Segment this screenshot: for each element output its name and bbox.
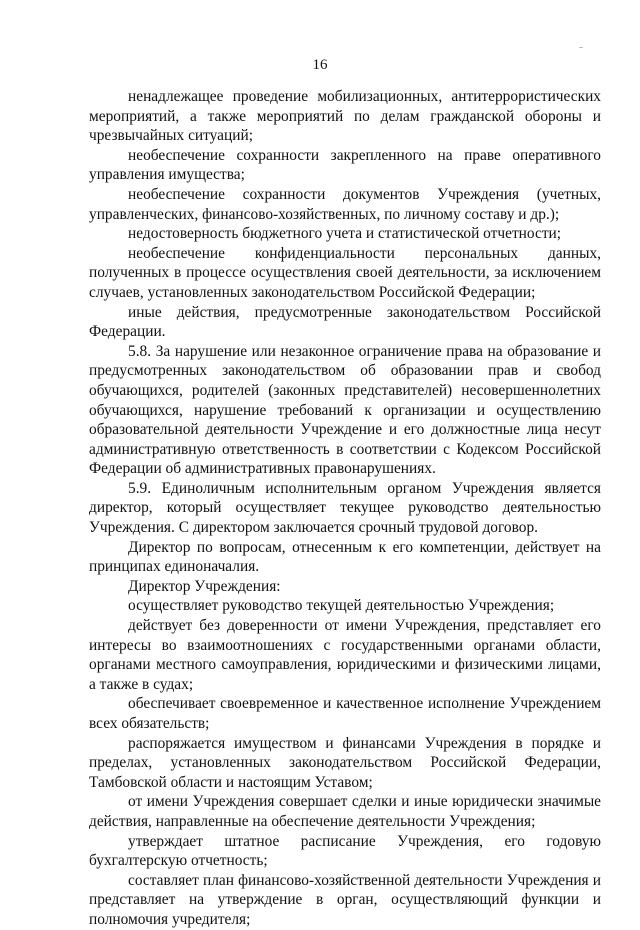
paragraph-5-8: 5.8. За нарушение или незаконное ограничение права на образование и предусмотренных законодательством об образовании прав и свобод обучающихся, родителей (законных представителей) несовершеннолетних обучающихся, нарушение требований к организации и осуществлению образовательной деятельности Учреждение и его должностные лица несут административную ответственность в соответствии с Кодексом Российской Федерации об административных правонарушениях. bbox=[89, 342, 601, 478]
paragraph-5-9: 5.9. Единоличным исполнительным органом Учреждения является директор, который осуществляет текущее руководство деятельностью Учреждения. С директором заключается срочный трудовой договор. bbox=[89, 479, 601, 537]
paragraph-acts-without-proxy: действует без доверенности от имени Учреждения, представляет его интересы во взаимоотношениях с государственными органами области, органами местного самоуправления, юридическими и физическими лицами, а также в судах; bbox=[89, 617, 601, 693]
paragraph-mobilization: ненадлежащее проведение мобилизационных, антитеррористических мероприятий, а также мероприятий по делам гражданской обороны и чрезвычайных ситуаций; bbox=[89, 88, 601, 145]
paragraph-financial-plan: составляет план финансово-хозяйственной деятельности Учреждения и представляет на утверждение в орган, осуществляющий функции и полномочия учредителя; bbox=[89, 871, 601, 928]
paragraph-accounting: недостоверность бюджетного учета и статистической отчетности; bbox=[128, 225, 562, 243]
paragraph-other-actions: иные действия, предусмотренные законодательством Российской Федерации. bbox=[89, 303, 601, 341]
paragraph-director-heading: Директор Учреждения: bbox=[128, 577, 281, 595]
paragraph-manages-activity: осуществляет руководство текущей деятельностью Учреждения; bbox=[128, 597, 555, 615]
document-body bbox=[89, 87, 601, 930]
scan-mark bbox=[579, 47, 583, 48]
paragraph-staff-schedule: утверждает штатное расписание Учреждения, его годовую бухгалтерскую отчетность; bbox=[89, 832, 601, 870]
paragraph-property-safety: необеспечение сохранности закрепленного на праве оперативного управления имущества; bbox=[89, 146, 601, 184]
paragraph-confidentiality: необеспечение конфиденциальности персональных данных, полученных в процессе осуществления своей деятельности, за исключением случаев, установленных законодательством Российской Федерации; bbox=[89, 244, 601, 301]
paragraph-disposes-property: распоряжается имуществом и финансами Учреждения в порядке и пределах, установленных законодательством Российской Федерации, Тамбовской области и настоящим Уставом; bbox=[89, 734, 601, 791]
page-number: 16 bbox=[312, 57, 328, 73]
paragraph-transactions: от имени Учреждения совершает сделки и иные юридически значимые действия, направленные на обеспечение деятельности Учреждения; bbox=[89, 793, 601, 830]
paragraph-obligations: обеспечивает своевременное и качественное исполнение Учреждением всех обязательств; bbox=[89, 695, 601, 732]
paragraph-director-competence: Директор по вопросам, отнесенным к его компетенции, действует на принципах единоначалия. bbox=[89, 538, 601, 576]
paragraph-documents-safety: необеспечение сохранности документов Учреждения (учетных, управленческих, финансово-хозяйственных, по личному составу и др.); bbox=[89, 185, 601, 223]
